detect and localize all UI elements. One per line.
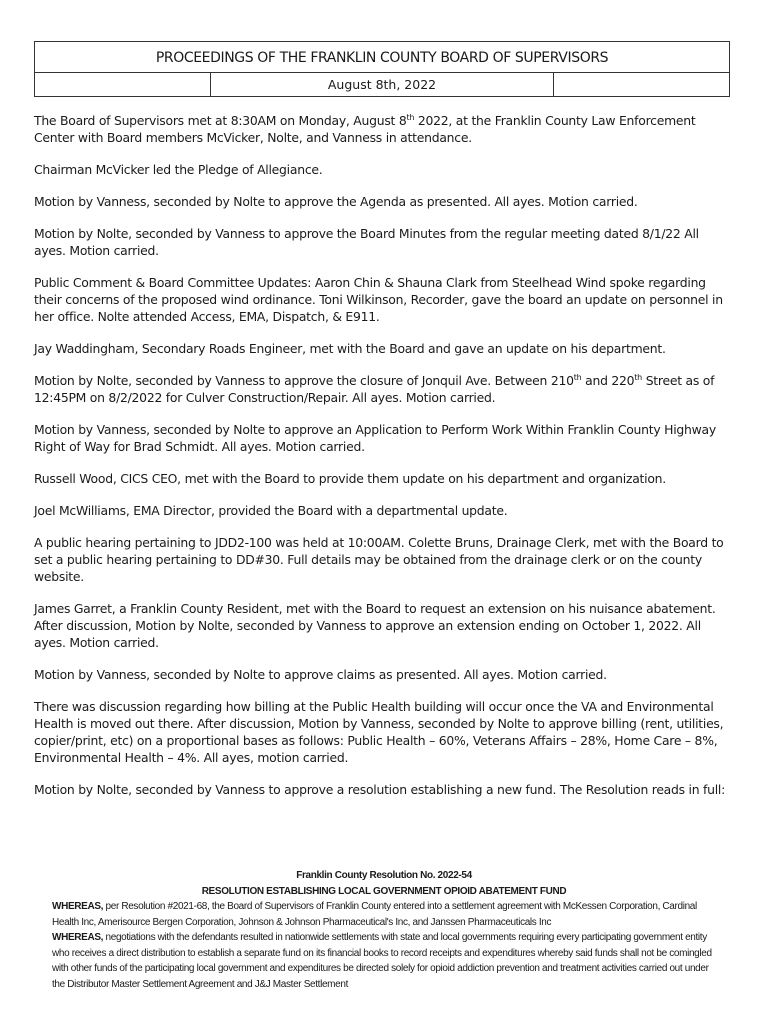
paragraph-cics-update: Russell Wood, CICS CEO, met with the Board to provide them update on his department and organization. xyxy=(34,471,666,486)
resolution-title: RESOLUTION ESTABLISHING LOCAL GOVERNMENT OPIOID ABATEMENT FUND xyxy=(201,885,567,897)
ordinal-suffix: th xyxy=(406,113,415,122)
paragraph-public-comment: Public Comment & Board Committee Updates: Aaron Chin & Shauna Clark from Steelhead Wind spoke regarding their concerns of the proposed wind ordinance. Toni Wilkinson, Recorder, gave the board an update on personnel in her office. Nolte attended Access, EMA, Dispatch, & E911. xyxy=(34,275,723,324)
document-title: PROCEEDINGS OF THE FRANKLIN COUNTY BOARD OF SUPERVISORS xyxy=(35,42,729,73)
paragraph-ema-update: Joel McWilliams, EMA Director, provided the Board with a departmental update. xyxy=(34,503,508,518)
paragraph-right-of-way: Motion by Vanness, seconded by Nolte to approve an Application to Perform Work Within Franklin County Highway Right of Way for Brad Schmidt. All ayes. Motion carried. xyxy=(34,422,716,454)
paragraph-meeting-opening xyxy=(34,112,734,146)
opening-text-end: 2022, at the Franklin County Law Enforcement Center with Board members McVicker, Nolte, and Vanness in attendance. xyxy=(34,113,696,145)
whereas-text: negotiations with the defendants resulted in nationwide settlements with state and local governments requiring every participating government entity who receives a direct distribution to establish a separate fund on its financial books to record receipts and expenditures whereby said funds shall not be comingled with other funds of the participating local government and expenditures be directed solely for opioid addiction prevention and treatment activities carried out under the Distributor Master Settlement Agreement and J&J Master Settlement xyxy=(52,932,712,990)
paragraph-claims: Motion by Vanness, seconded by Nolte to approve claims as presented. All ayes. Motion carried. xyxy=(34,667,607,682)
minutes-body xyxy=(34,112,734,813)
road-closure-text-a: Motion by Nolte, seconded by Vanness to approve the closure of Jonquil Ave. Between 210 xyxy=(34,373,574,388)
ordinal-suffix: th xyxy=(634,373,642,382)
whereas-label: WHEREAS, xyxy=(52,932,104,943)
whereas-clause-2 xyxy=(52,930,716,992)
paragraph-agenda-motion: Motion by Vanness, seconded by Nolte to approve the Agenda as presented. All ayes. Motion carried. xyxy=(34,194,638,209)
meeting-date: August 8th, 2022 xyxy=(210,73,554,96)
road-closure-text-c: Street as of 12:45PM on 8/2/2022 for Culver Construction/Repair. All ayes. Motion carried. xyxy=(34,373,715,405)
whereas-clause-1 xyxy=(52,899,716,930)
road-closure-text-b: and 220 xyxy=(581,373,635,388)
proceedings-header xyxy=(34,41,730,97)
resolution-block xyxy=(52,868,716,992)
whereas-text: per Resolution #2021-68, the Board of Supervisors of Franklin County entered into a settlement agreement with McKessen Corporation, Cardinal Health Inc, Amerisource Bergen Corporation, Johnson & Johnson Pharmaceutical's Inc, and Janssen Pharmaceuticals Inc xyxy=(52,901,697,928)
paragraph-resolution-motion: Motion by Nolte, seconded by Vanness to approve a resolution establishing a new fund. The Resolution reads in full: xyxy=(34,782,726,797)
paragraph-nuisance-extension: James Garret, a Franklin County Resident, met with the Board to request an extension on his nuisance abatement. After discussion, Motion by Nolte, seconded by Vanness to approve an extension ending on October 1, 2022. All ayes. Motion carried. xyxy=(34,601,716,650)
resolution-number: Franklin County Resolution No. 2022-54 xyxy=(296,870,472,881)
paragraph-minutes-motion: Motion by Nolte, seconded by Vanness to approve the Board Minutes from the regular meeting dated 8/1/22 All ayes. Motion carried. xyxy=(34,226,699,258)
paragraph-public-hearing: A public hearing pertaining to JDD2-100 was held at 10:00AM. Colette Bruns, Drainage Clerk, met with the Board to set a public hearing pertaining to DD#30. Full details may be obtained from the drainage clerk or on the county website. xyxy=(34,535,724,584)
opening-text-start: The Board of Supervisors met at 8:30AM on Monday, August 8 xyxy=(34,113,407,128)
paragraph-billing: There was discussion regarding how billing at the Public Health building will occur once the VA and Environmental Health is moved out there. After discussion, Motion by Vanness, seconded by Nolte to approve billing (rent, utilities, copier/print, etc) on a proportional bases as follows: Public Health – 60%, Veterans Affairs – 28%, Home Care – 8%, Environmental Health – 4%. All ayes, motion carried. xyxy=(34,699,724,765)
ordinal-suffix: th xyxy=(573,373,582,382)
paragraph-pledge: Chairman McVicker led the Pledge of Allegiance. xyxy=(34,162,323,177)
whereas-label: WHEREAS, xyxy=(52,901,104,912)
paragraph-secondary-roads: Jay Waddingham, Secondary Roads Engineer, met with the Board and gave an update on his department. xyxy=(34,341,666,356)
paragraph-road-closure xyxy=(34,372,734,406)
